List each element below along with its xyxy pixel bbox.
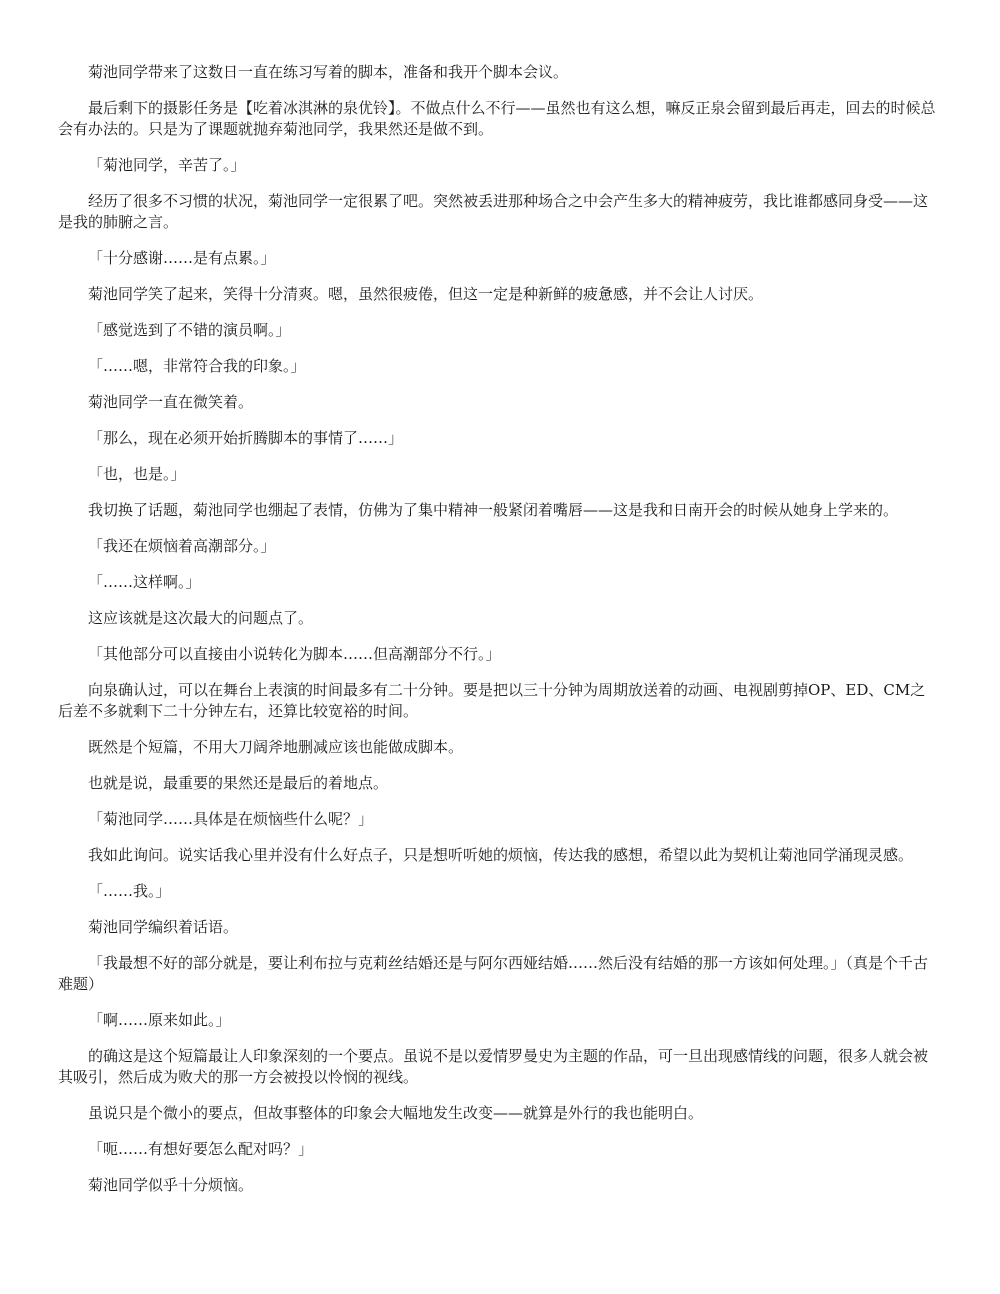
paragraph: 「啊……原来如此。」	[88, 1011, 231, 1029]
paragraph: 我切换了话题，菊池同学也绷起了表情，仿佛为了集中精神一般紧闭着嘴唇——这是我和日南开会的时候从她身上学来的。	[88, 501, 899, 519]
paragraph: 向泉确认过，可以在舞台上表演的时间最多有二十分钟。要是把以三十分钟为周期放送着的动画、电视剧剪掉OP、ED、CM之后差不多就剩下二十分钟左右，还算比较宽裕的时间。	[58, 681, 926, 720]
paragraph: 菊池同学一直在微笑着。	[88, 393, 254, 411]
paragraph: 「菊池同学……具体是在烦恼些什么呢？」	[88, 810, 374, 828]
paragraph: 「……嗯，非常符合我的印象。」	[88, 357, 306, 375]
document-page	[58, 62, 938, 1211]
paragraph: 「那么，现在必须开始折腾脚本的事情了……」	[88, 429, 404, 447]
paragraph: 「呃……有想好要怎么配对吗？」	[88, 1140, 314, 1158]
paragraph: 「也，也是。」	[88, 465, 186, 483]
paragraph: 菊池同学带来了这数日一直在练习写着的脚本，准备和我开个脚本会议。	[88, 63, 569, 81]
paragraph: 菊池同学编织着话语。	[88, 918, 239, 936]
paragraph: 我如此询问。说实话我心里并没有什么好点子，只是想听听她的烦恼，传达我的感想，希望以此为契机让菊池同学涌现灵感。	[88, 846, 914, 864]
paragraph: 「我最想不好的部分就是，要让利布拉与克莉丝结婚还是与阿尔西娅结婚……然后没有结婚的那一方该如何处理。」（真是个千古难题）	[58, 954, 929, 993]
paragraph: 最后剩下的摄影任务是【吃着冰淇淋的泉优铃】。不做点什么不行——虽然也有这么想，嘛反正泉会留到最后再走，回去的时候总会有办法的。只是为了课题就抛弃菊池同学，我果然还是做不到。	[58, 99, 936, 138]
paragraph: 「十分感谢……是有点累。」	[88, 249, 276, 267]
paragraph: 既然是个短篇，不用大刀阔斧地删减应该也能做成脚本。	[88, 738, 464, 756]
paragraph: 菊池同学似乎十分烦恼。	[88, 1176, 254, 1194]
paragraph: 经历了很多不习惯的状况，菊池同学一定很累了吧。突然被丢进那种场合之中会产生多大的精神疲劳，我比谁都感同身受——这是我的肺腑之言。	[58, 192, 929, 231]
paragraph: 「我还在烦恼着高潮部分。」	[88, 537, 276, 555]
paragraph: 虽说只是个微小的要点，但故事整体的印象会大幅地发生改变——就算是外行的我也能明白。	[88, 1104, 704, 1122]
paragraph: 「感觉选到了不错的演员啊。」	[88, 321, 291, 339]
paragraph: 菊池同学笑了起来，笑得十分清爽。嗯，虽然很疲倦，但这一定是种新鲜的疲惫感，并不会让人讨厌。	[88, 285, 764, 303]
paragraph: 也就是说，最重要的果然还是最后的着地点。	[88, 774, 389, 792]
paragraph: 「……这样啊。」	[88, 573, 201, 591]
paragraph: 这应该就是这次最大的问题点了。	[88, 609, 314, 627]
paragraph: 「……我。」	[88, 882, 171, 900]
paragraph: 的确这是这个短篇最让人印象深刻的一个要点。虽说不是以爱情罗曼史为主题的作品，可一旦出现感情线的问题，很多人就会被其吸引，然后成为败犬的那一方会被投以怜悯的视线。	[58, 1047, 929, 1086]
paragraph: 「菊池同学，辛苦了。」	[88, 156, 246, 174]
paragraph: 「其他部分可以直接由小说转化为脚本……但高潮部分不行。」	[88, 645, 501, 663]
